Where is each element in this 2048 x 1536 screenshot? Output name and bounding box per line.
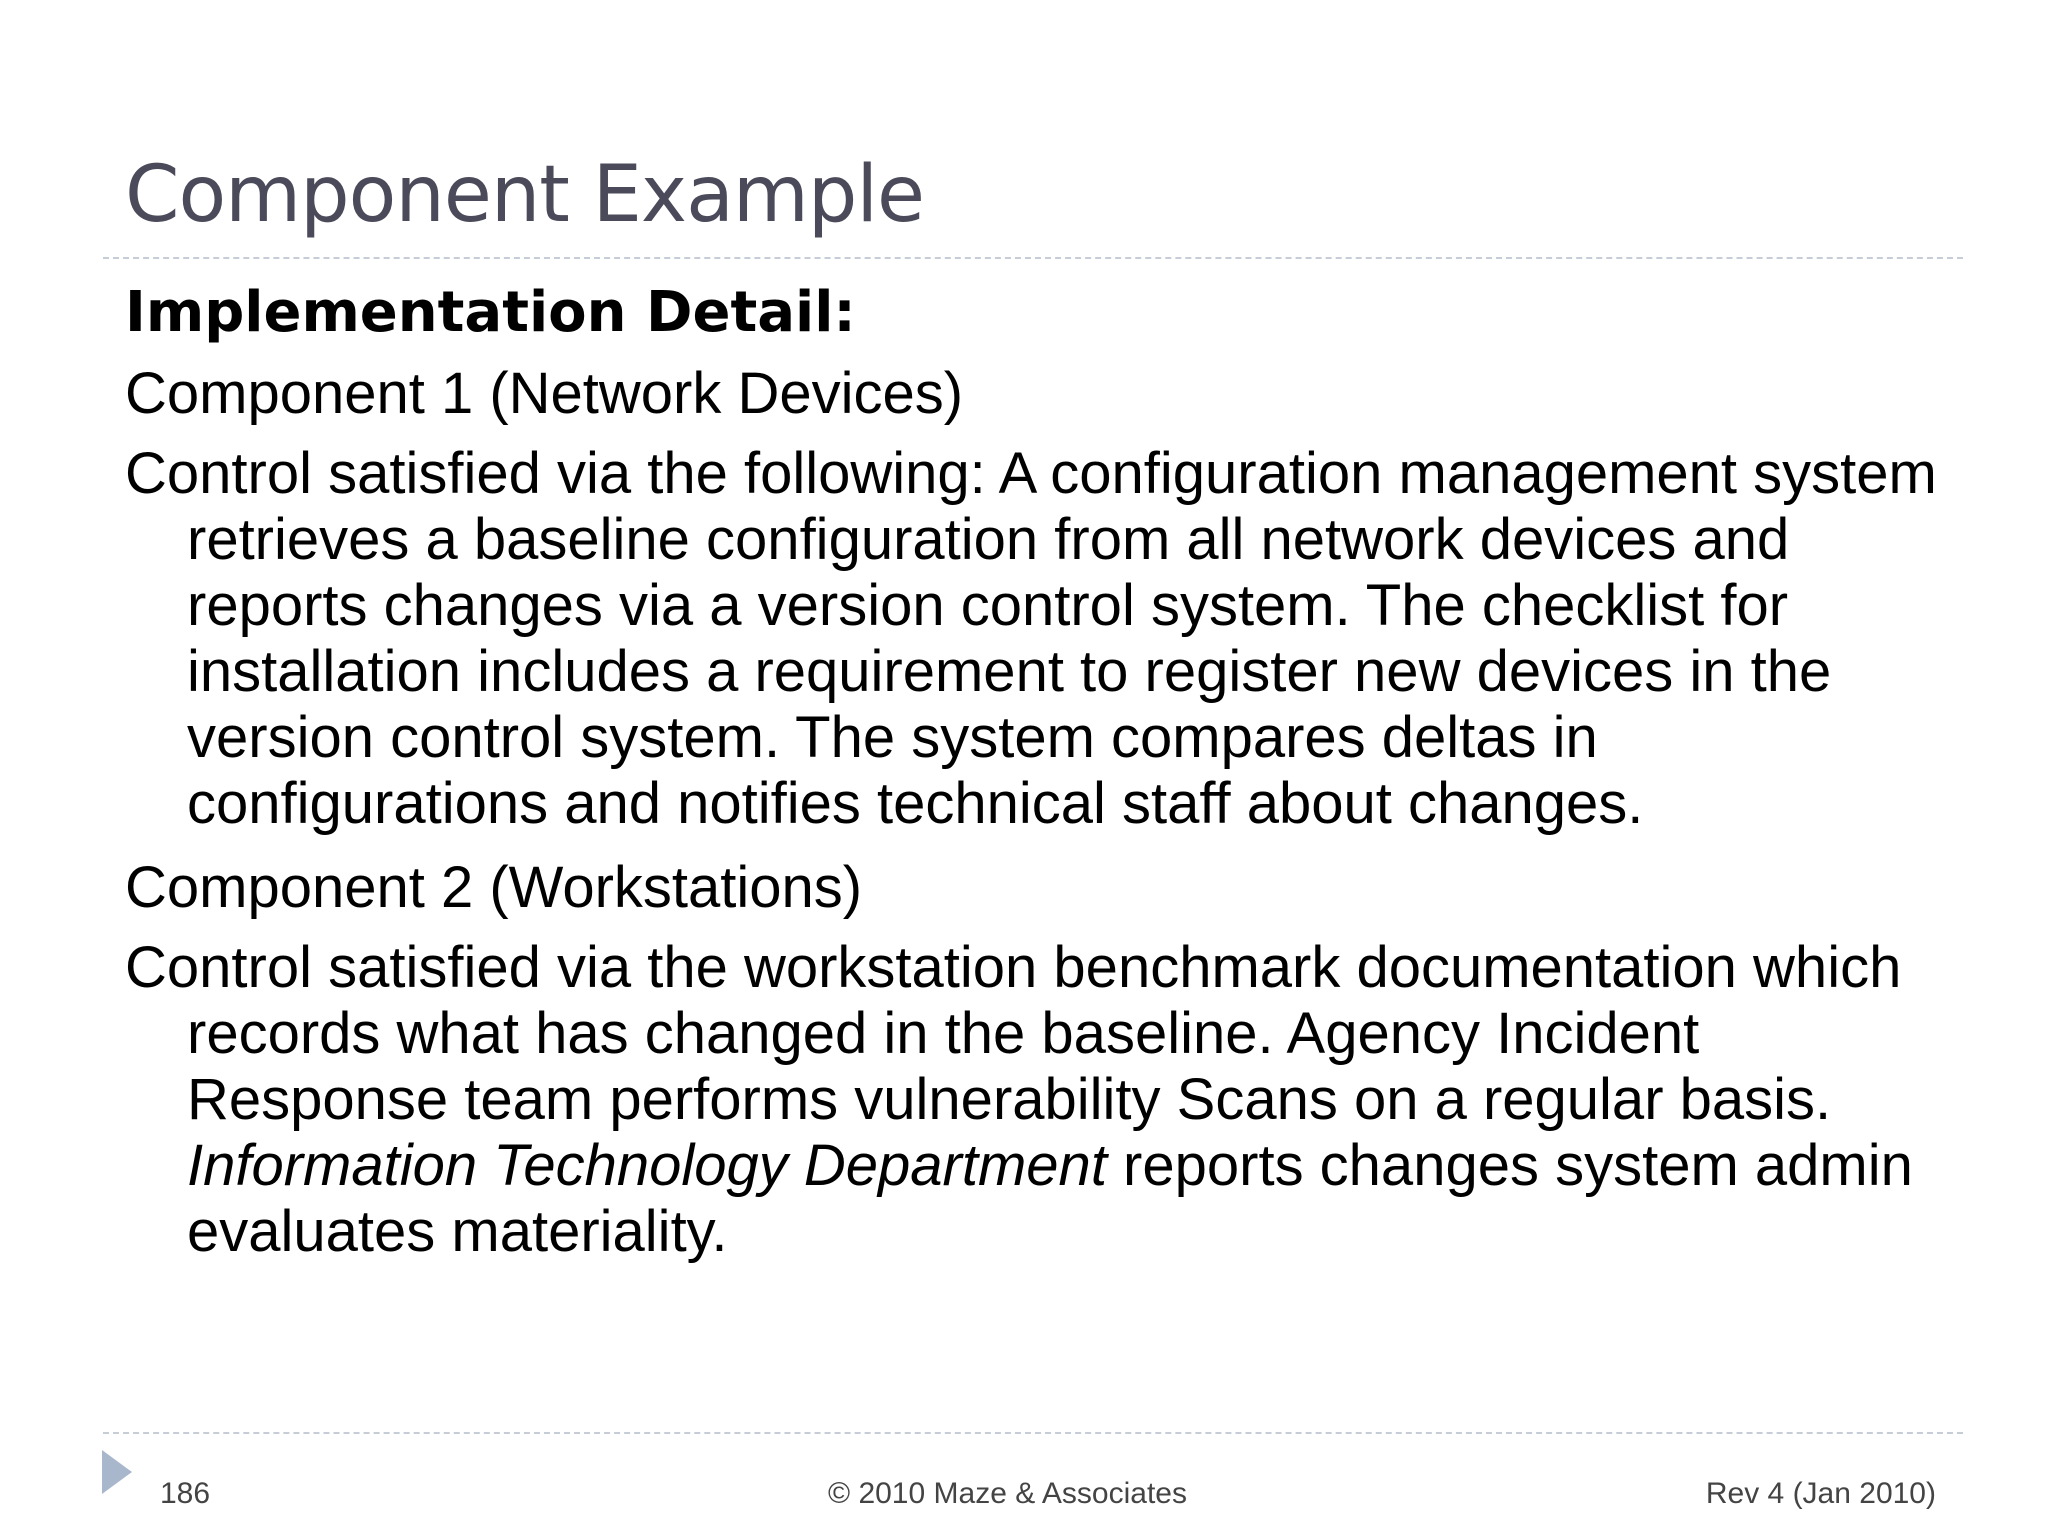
it-department-italic: Information Technology Department xyxy=(187,1133,1107,1198)
component-2-text-a: Control satisfied via the workstation benchmark documentation which records what has changed in the baseline. Agency Incident Response team performs vulnerability Scans on a regular basis. xyxy=(125,935,1902,1132)
component-1-description: Control satisfied via the following: A configuration management system retrieves a baseline configuration from all network devices and reports changes via a version control system. The checklist for installation includes a requirement to register new devices in the version control system. The system compares deltas in configurations and notifies technical staff about changes. xyxy=(125,441,1937,836)
revision-label: Rev 4 (Jan 2010) xyxy=(1705,1477,1936,1510)
top-divider xyxy=(103,257,1963,259)
play-triangle-icon xyxy=(102,1450,132,1494)
bottom-divider xyxy=(103,1432,1963,1434)
page-number: 186 xyxy=(160,1477,211,1510)
copyright-notice: © 2010 Maze & Associates xyxy=(828,1477,1187,1510)
component-1-label: Component 1 (Network Devices) xyxy=(125,361,964,426)
slide-title: Component Example xyxy=(125,150,925,240)
slide-body xyxy=(125,277,1955,1281)
component-2-text-b: reports changes system admin evaluates materiality. xyxy=(187,1133,1913,1264)
component-2-label: Component 2 (Workstations) xyxy=(125,855,863,920)
implementation-heading: Implementation Detail: xyxy=(125,280,856,345)
component-2-description xyxy=(125,935,1955,1265)
